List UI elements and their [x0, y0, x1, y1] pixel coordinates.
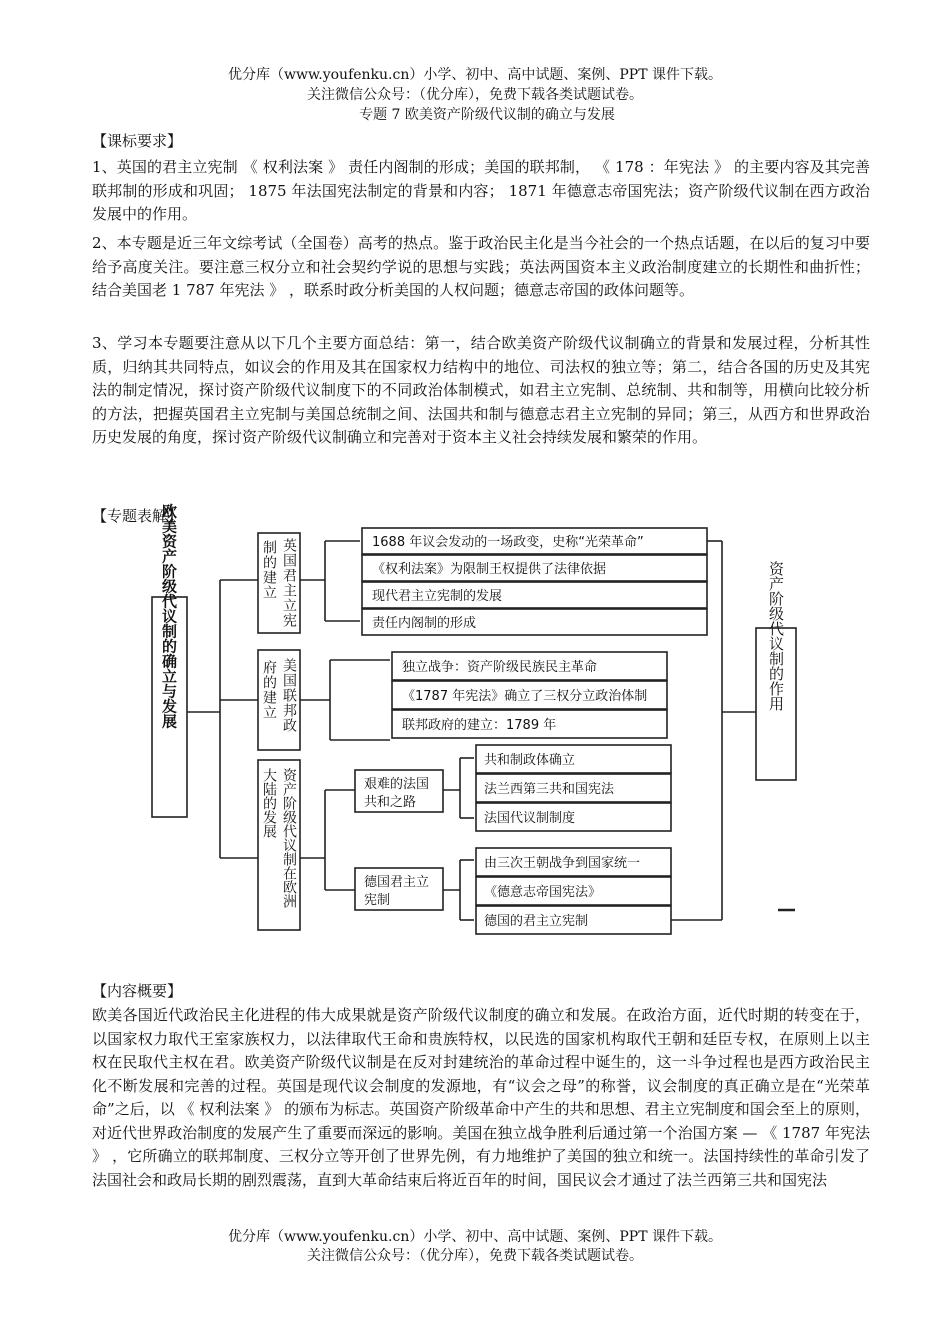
- britain-item-2: 《权利法案》为限制王权提供了法律依据: [372, 562, 607, 577]
- france-label-line1: 艰难的法国: [364, 777, 430, 792]
- germany-item-3: 德国的君主立宪制: [484, 914, 589, 929]
- usa-item-3: 联邦政府的建立：1789 年: [402, 718, 557, 733]
- requirement-paragraph-2: 2、本专题是近三年文综考试（全国卷）高考的热点。鉴于政治民主化是当今社会的一个热点话题，在以后的复习中要给予高度关注。要注意三权分立和社会契约学说的思想与实践；英法两国资本主义政治制度建立的长期性和曲折性；结合美国老 1 787 年宪法 》 ，联系时政分析美国的人权问题；德意志帝国的政体问题等。: [92, 234, 870, 299]
- europe-label-col1: 资产阶级代议制在欧洲: [281, 768, 297, 908]
- usa-label-col2: 府的建立: [261, 660, 277, 720]
- footer-site-line: 优分库（www.youfenku.cn）小学、初中、高中试题、案例、PPT 课件下载。: [227, 1229, 722, 1245]
- europe-label-col2: 大陆的发展: [261, 768, 277, 838]
- page-title: 专题 7 欧美资产阶级代议制的确立与发展: [359, 107, 615, 123]
- header-wechat-line: 关注微信公众号：（优分库），免费下载各类试题试卷。: [307, 87, 643, 103]
- requirement-paragraph-1: 1、英国的君主立宪制 《 权利法案 》 责任内阁制的形成；美国的联邦制， 《 178 ：年宪法 》 的主要内容及其完善联邦制的形成和巩固； 1875 年法国宪法制定的背景和内容； 1871 年德意志帝国宪法；资产阶级代议制在西方政治发展中的作用。: [92, 158, 870, 223]
- requirements-heading: 【课标要求】: [92, 132, 183, 150]
- root-label: 欧美资产阶级代议制的确立与发展: [160, 503, 178, 729]
- france-item-1: 共和制政体确立: [484, 753, 576, 768]
- overview-paragraph: 欧美各国近代政治民主化进程的伟大成果就是资产阶级代议制度的确立和发展。在政治方面，近代时期的转变在于，以国家权力取代王室家族权力，以法律取代王命和贵族特权，以民选的国家机构取代王朝和廷臣专权，在原则上以主权在民取代主权在君。欧美资产阶级代议制是在反对封建统治的革命过程中诞生的，这一斗争过程也是西方政治民主化不断发展和完善的过程。英国是现代议会制度的发源地，有“议会之母”的称誉，议会制度的真正确立是在“光荣革命”之后，以 《 权利法案 》 的颁布为标志。英国资产阶级革命中产生的共和思想、君主立宪制度和国会至上的原则，对近代世界政治制度的发展产生了重要而深远的影响。美国在独立战争胜利后通过第一个治国方案 — 《 1787 年宪法 》 ，它所确立的联邦制度、三权分立等开创了世界先例，有力地维护了美国的独立和统一。法国持续性的革命引发了法国社会和政局长期的剧烈震荡，直到大革命结束后将近百年的时间，国民议会才通过了法兰西第三共和国宪法: [92, 1006, 870, 1189]
- france-item-3: 法国代议制制度: [484, 811, 576, 826]
- germany-label-line1: 德国君主立: [364, 875, 430, 890]
- france-label-line2: 共和之路: [364, 795, 417, 810]
- britain-label-col1: 英国君主立宪: [281, 538, 297, 628]
- result-label: 资产阶级代议制的作用: [767, 561, 785, 711]
- usa-label-col1: 美国联邦政: [281, 658, 297, 733]
- britain-item-1: 1688 年议会发动的一场政变，史称“光荣革命”: [372, 535, 644, 550]
- header-site-line: 优分库（www.youfenku.cn）小学、初中、高中试题、案例、PPT 课件下载。: [227, 67, 722, 83]
- britain-item-4: 责任内阁制的形成: [372, 616, 477, 631]
- usa-item-2: 《1787 年宪法》确立了三权分立政治体制: [402, 689, 648, 704]
- diagram-heading: 【专题表解】: [92, 507, 183, 525]
- britain-label-col2: 制的建立: [261, 540, 277, 600]
- germany-item-2: 《德意志帝国宪法》: [484, 885, 602, 900]
- overview-heading: 【内容概要】: [92, 982, 183, 1000]
- france-item-2: 法兰西第三共和国宪法: [484, 782, 615, 797]
- usa-item-1: 独立战争：资产阶级民族民主革命: [402, 660, 598, 675]
- germany-item-1: 由三次王朝战争到国家统一: [484, 856, 641, 871]
- germany-label-line2: 宪制: [364, 893, 391, 908]
- requirement-paragraph-3: 3、学习本专题要注意从以下几个主要方面总结：第一，结合欧美资产阶级代议制确立的背景和发展过程，分析其性质，归纳其共同特点，如议会的作用及其在国家权力结构中的地位、司法权的独立等；第二，结合各国的历史及其宪法的制定情况，探讨资产阶级代议制度下的不同政治体制模式，如君主立宪制、总统制、共和制等，用横向比较分析的方法，把握英国君主立宪制与美国总统制之间、法国共和制与德意志君主立宪制的异同；第三，从西方和世界政治历史发展的角度，探讨资产阶级代议制确立和完善对于资本主义社会持续发展和繁荣的作用。: [92, 334, 870, 446]
- footer-wechat-line: 关注微信公众号：（优分库），免费下载各类试题试卷。: [307, 1248, 643, 1264]
- britain-item-3: 现代君主立宪制的发展: [372, 589, 503, 604]
